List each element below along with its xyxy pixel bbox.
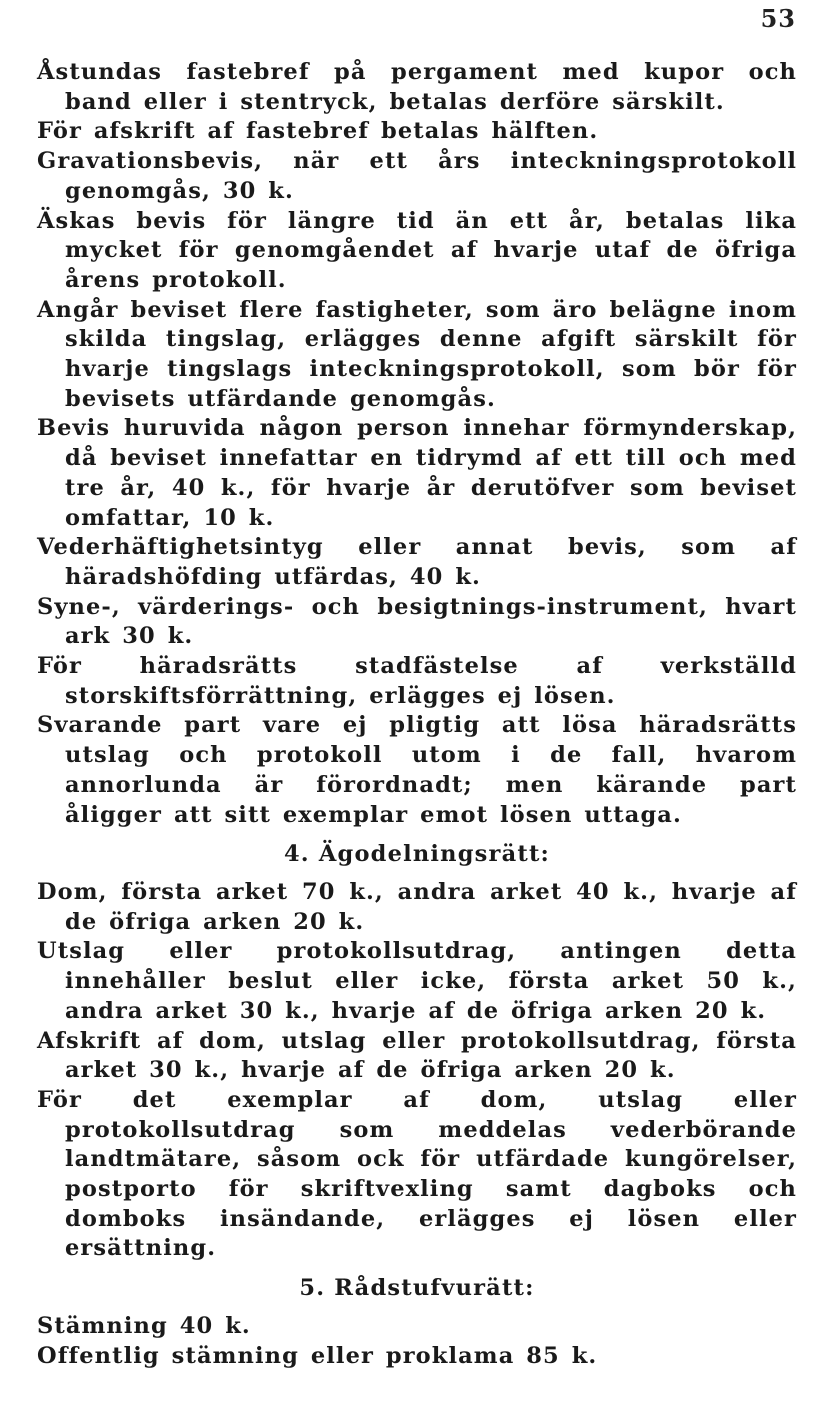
paragraph: Gravationsbevis, när ett års inteckningsprotokoll genomgås, 30 k. (37, 148, 797, 204)
paragraph: Afskrift af dom, utslag eller protokollsutdrag, första arket 30 k., hvarje af de öfriga arken 20 k. (37, 1027, 797, 1084)
paragraph: Syne-, värderings- och besigtnings-instrument, hvart ark 30 k. (37, 593, 797, 650)
paragraph: Svarande part vare ej pligtig att lösa häradsrätts utslag och protokoll utom i de fall, hvarom annorlunda är förordnadt; men kärande part åligger att sitt exemplar emot lösen uttaga. (37, 712, 797, 828)
paragraph: Bevis huruvida någon person innehar förmynderskap, då beviset innefattar en tidrymd af ett till och med tre år, 40 k., för hvarje år derutöfver som beviset omfattar, 10 k. (37, 415, 797, 531)
paragraph: Åstundas fastebref på pergament med kupor och band eller i stentryck, betalas derföre särskilt. (37, 59, 797, 115)
paragraph: Utslag eller protokollsutdrag, antingen detta innehåller beslut eller icke, första arket 50 k., andra arket 30 k., hvarje af de öfriga arken 20 k. (37, 938, 797, 1024)
paragraph: Angår beviset flere fastigheter, som äro belägne inom skilda tingslag, erlägges denne afgift särskilt för hvarje tingslags inteckningsprotokoll, som bör för bevisets utfärdande genomgås. (37, 296, 797, 412)
paragraph: Äskas bevis för längre tid än ett år, betalas lika mycket för genomgåendet af hvarje utaf de öfriga årens protokoll. (37, 207, 797, 293)
paragraph: Offentlig stämning eller proklama 85 k. (37, 1342, 598, 1369)
section-heading-agodelningsratt: 4. Ägodelningsrätt: (283, 841, 551, 868)
paragraph: Vederhäftighetsintyg eller annat bevis, som af häradshöfding utfärdas, 40 k. (37, 534, 797, 590)
paragraph: För det exemplar af dom, utslag eller protokollsutdrag som meddelas vederbörande landtmätare, såsom ock för utfärdade kungörelser, postporto för skriftvexling samt dagboks och domboks insändande, erlägges ej lösen eller ersättning. (37, 1086, 797, 1262)
paragraph: Stämning 40 k. (37, 1312, 251, 1339)
paragraph: Dom, första arket 70 k., andra arket 40 k., hvarje af de öfriga arken 20 k. (37, 878, 797, 935)
section-heading-radstufvuratt: 5. Rådstufvurätt: (299, 1275, 535, 1302)
page-number: 53 (760, 4, 796, 33)
page-content (37, 58, 797, 1371)
paragraph: För afskrift af fastebref betalas hälften. (37, 118, 599, 145)
paragraph: För häradsrätts stadfästelse af verkställd storskiftsförrättning, erlägges ej lösen. (37, 653, 797, 709)
